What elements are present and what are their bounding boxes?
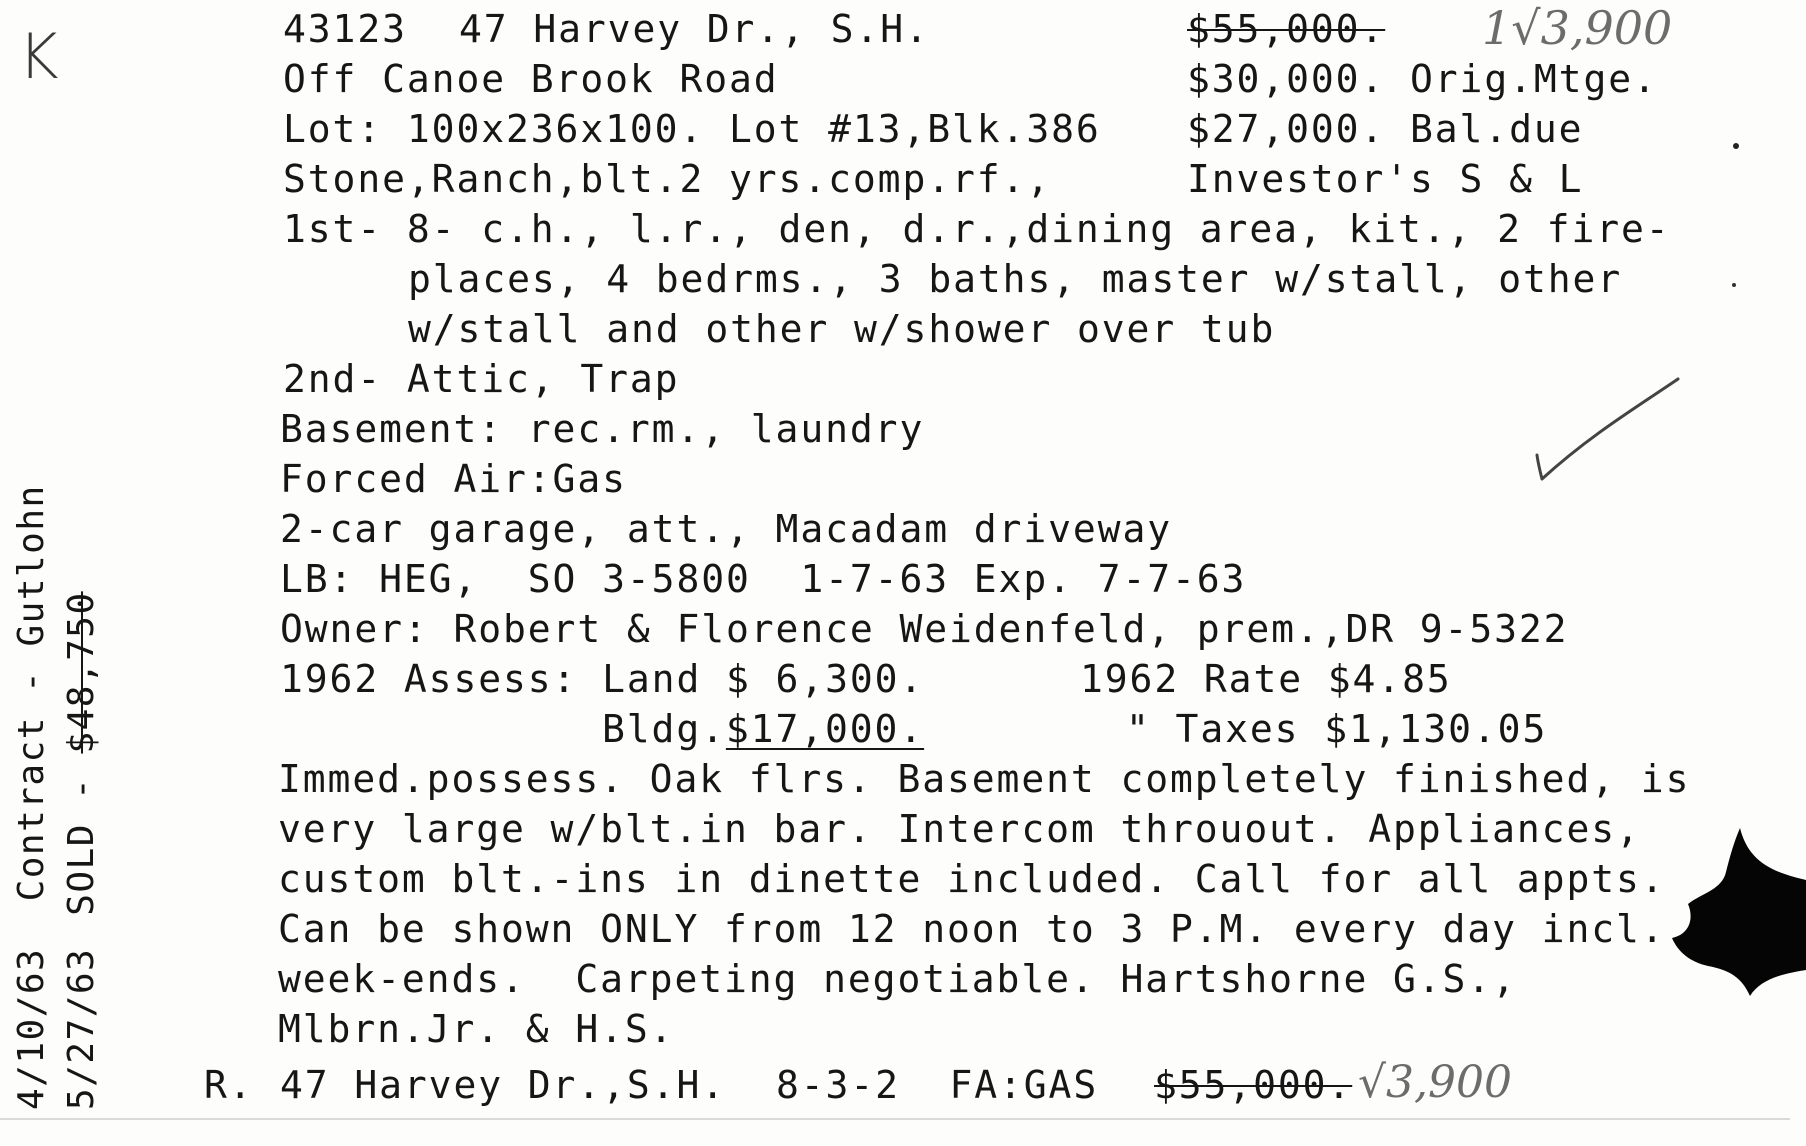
listing-id: 43123	[283, 7, 407, 51]
location-line: Off Canoe Brook Road	[283, 57, 779, 101]
sold-date: 5/27/63	[61, 947, 102, 1110]
sold-note	[62, 591, 102, 1110]
construction-line: Stone,Ranch,blt.2 yrs.comp.rf.,	[283, 157, 1052, 201]
listing-broker-line: LB: HEG, SO 3-5800 1-7-63 Exp. 7-7-63	[280, 557, 1247, 601]
ink-blot-icon	[1670, 820, 1806, 1000]
balance-due: $27,000. Bal.due	[1187, 107, 1584, 151]
lot-line: Lot: 100x236x100. Lot #13,Blk.386	[283, 107, 1101, 151]
remarks-line-6: Mlbrn.Jr. & H.S.	[278, 1007, 675, 1051]
original-price: $55,000.	[1187, 7, 1386, 51]
corner-letter: K	[18, 20, 59, 93]
sold-label: SOLD -	[61, 753, 102, 916]
taxes-line: " Taxes $1,130.05	[1126, 707, 1548, 751]
stray-dots-icon	[1730, 140, 1742, 290]
tax-rate: 1962 Rate $4.85	[1080, 657, 1452, 701]
remarks-line-2: very large w/blt.in bar. Intercom throuout. Appliances,	[278, 807, 1641, 851]
remarks-line-4: Can be shown ONLY from 12 noon to 3 P.M. every day incl.	[278, 907, 1666, 951]
heat-line: Forced Air:Gas	[280, 457, 627, 501]
remarks-line-1: Immed.possess. Oak flrs. Basement completely finished, is	[278, 757, 1691, 801]
basement-line: Basement: rec.rm., laundry	[280, 407, 925, 451]
second-floor-line: 2nd- Attic, Trap	[283, 357, 680, 401]
footer-specs: 8-3-2 FA:GAS	[776, 1063, 1099, 1107]
footer-address: 47 Harvey Dr.,S.H.	[280, 1063, 727, 1107]
bldg-value: $17,000.	[725, 707, 925, 751]
listing-address: 47 Harvey Dr., S.H.	[459, 7, 930, 51]
bldg-label: Bldg.	[602, 707, 726, 751]
sold-price: $48,750	[61, 591, 102, 754]
lender-line: Investor's S & L	[1187, 157, 1584, 201]
first-floor-line-2: places, 4 bedrms., 3 baths, master w/stall, other	[408, 257, 1623, 301]
first-floor-line-3: w/stall and other w/shower over tub	[408, 307, 1276, 351]
remarks-line-5: week-ends. Carpeting negotiable. Hartshorne G.S.,	[278, 957, 1517, 1001]
assessment-land: 1962 Assess: Land $ 6,300.	[280, 657, 925, 701]
contract-note: 4/10/63 Contract - Gutlohn	[11, 484, 52, 1110]
footer-original-price: $55,000.	[1154, 1063, 1353, 1107]
remarks-line-3: custom blt.-ins in dinette included. Call for all appts.	[278, 857, 1666, 901]
first-floor-line-1: 1st- 8- c.h., l.r., den, d.r.,dining area, kit., 2 fire-	[283, 207, 1671, 251]
owner-line: Owner: Robert & Florence Weidenfeld, prem.,DR 9-5322	[280, 607, 1569, 651]
garage-line: 2-car garage, att., Macadam driveway	[280, 507, 1173, 551]
checkmark-icon	[1530, 375, 1680, 485]
revised-price-handwritten: 1√3,900	[1482, 1, 1673, 55]
footer-prefix: R.	[204, 1063, 254, 1107]
footer-revised-price-handwritten: √3,900	[1358, 1057, 1512, 1108]
original-mortgage: $30,000. Orig.Mtge.	[1187, 57, 1658, 101]
assessment-building	[602, 704, 924, 754]
